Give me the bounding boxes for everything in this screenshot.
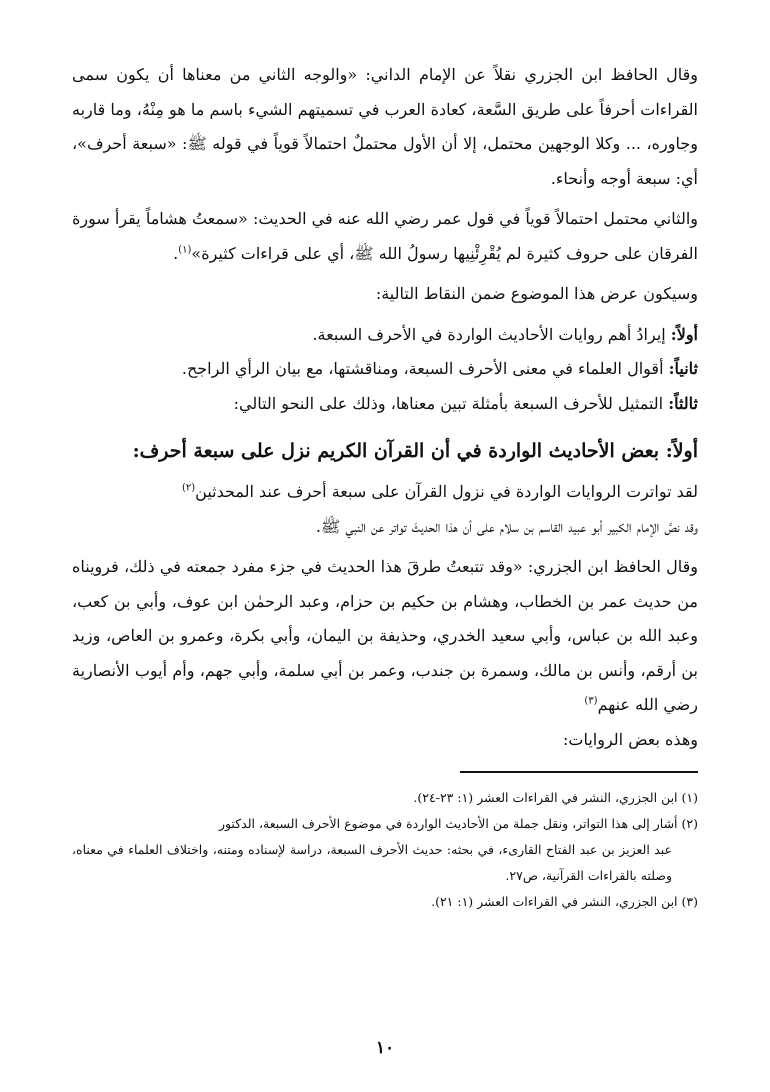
footnotes: [72, 785, 698, 915]
footnote-3: (٣) ابن الجزري، النشر في القراءات العشر (١: ٢١).: [431, 894, 698, 909]
points-list: [72, 318, 698, 422]
point-item-1: [72, 318, 698, 353]
point-text: التمثيل للأحرف السبعة بأمثلة تبين معناها، وذلك على النحو التالي:: [233, 393, 669, 413]
paragraph-text: وقال الحافظ ابن الجزري: «وقد تتبعتُ طرقَ هذا الحديث في جزء مفرد جمعته في ذلك، فرويناه من حديث عمر بن الخطاب، وهشام بن حكيم بن حزام، وعبد الرحمٰن ابن عوف، وأبي بن كعب، وعبد الله بن عباس، وأبي سعيد الخدري، وحذيفة بن اليمان، وأبي بكرة، وعمرو بن العاص، وزيد بن أرقم، وأنس بن مالك، وسمرة بن جندب، وعمر بن أبي سلمة، وأبي جهم، وأم أيوب الأنصارية رضي الله عنهم: [72, 557, 699, 714]
page-number: ١٠: [375, 1038, 395, 1058]
paragraph-ibn-jazari-turuq: [72, 550, 698, 757]
point-lead: أولاً:: [670, 324, 698, 344]
heading-number: أولاً:: [665, 440, 698, 462]
paragraph-ibn-jazari-dani: [72, 58, 698, 196]
footnote-2: (٢) أشار إلى هذا التواتر، ونقل جملة من الأحاديث الواردة في موضوع الأحرف السبعة، الدكتور: [218, 816, 698, 831]
paragraph-end: .: [173, 243, 179, 263]
paragraph-umar-hadith: [72, 202, 698, 271]
paragraph-text: وقال الحافظ ابن الجزري نقلاً عن الإمام الداني: «والوجه الثاني من معناها أن يكون سمى القراءات أحرفاً على طريق السَّعة، كعادة العرب في تسميتهم الشيء باسم ما هو مِنْهُ، وما قاربه وجاوره، ... وكلا الوجهين محتمل، إلا أن الأول محتملٌ احتمالاً قوياً في قوله ﷺ: «سبعة أحرف»، أي: سبعة أوجه وأنحاء.: [72, 65, 699, 188]
footnote-ref-1[interactable]: (١): [178, 244, 192, 256]
section-heading: [72, 431, 698, 471]
footnote-1: (١) ابن الجزري، النشر في القراءات العشر (١: ٢٣-٢٤).: [413, 790, 698, 805]
footnote-separator: [460, 771, 698, 773]
point-text: أقوال العلماء في معنى الأحرف السبعة، ومناقشتها، مع بيان الرأي الراجح.: [181, 359, 669, 378]
paragraph-text: لقد تواترت الروايات الواردة في نزول القرآن على سبعة أحرف عند المحدثين: [195, 482, 698, 501]
paragraph-text: وسيكون عرض هذا الموضوع ضمن النقاط التالية:: [375, 284, 698, 303]
paragraph-tawatur: [72, 475, 698, 544]
paragraph-text: والثاني محتمل احتمالاً قوياً في قول عمر رضي الله عنه في الحديث: «سمعتُ هشاماً يقرأ سورة الفرقان على حروف كثيرة لم يُقْرِئْنِيها رسولُ الله ﷺ، أي على قراءات كثيرة»: [72, 209, 698, 263]
paragraph-text: وقد نصَّ الإمام الكبير أبو عبيد القاسم بن سلام على أن هذا الحديثَ تواتر عن النبي ﷺ.: [315, 516, 698, 536]
paragraph-text: وهذه بعض الروايات:: [563, 729, 698, 749]
footnote-ref-2[interactable]: (٢): [181, 482, 196, 494]
point-lead: ثانياً:: [668, 359, 698, 378]
paragraph-topic-intro: [72, 277, 698, 312]
point-lead: ثالثاً:: [668, 393, 698, 413]
footnote-ref-3[interactable]: (٣): [584, 695, 598, 707]
footnote-2-continued: عبد العزيز بن عبد الفتاح القارىء، في بحثه: حديث الأحرف السبعة، دراسة لإسناده ومتنه، واختلاف العلماء في معناه، وصلته بالقراءات القرآنية، ص٢٧.: [72, 842, 672, 883]
heading-text: بعض الأحاديث الواردة في أن القرآن الكريم نزل على سبعة أحرف:: [132, 440, 666, 462]
point-item-2: [72, 352, 698, 387]
point-text: إيرادُ أهم روايات الأحاديث الواردة في الأحرف السبعة.: [312, 324, 671, 344]
point-item-3: [72, 387, 698, 422]
